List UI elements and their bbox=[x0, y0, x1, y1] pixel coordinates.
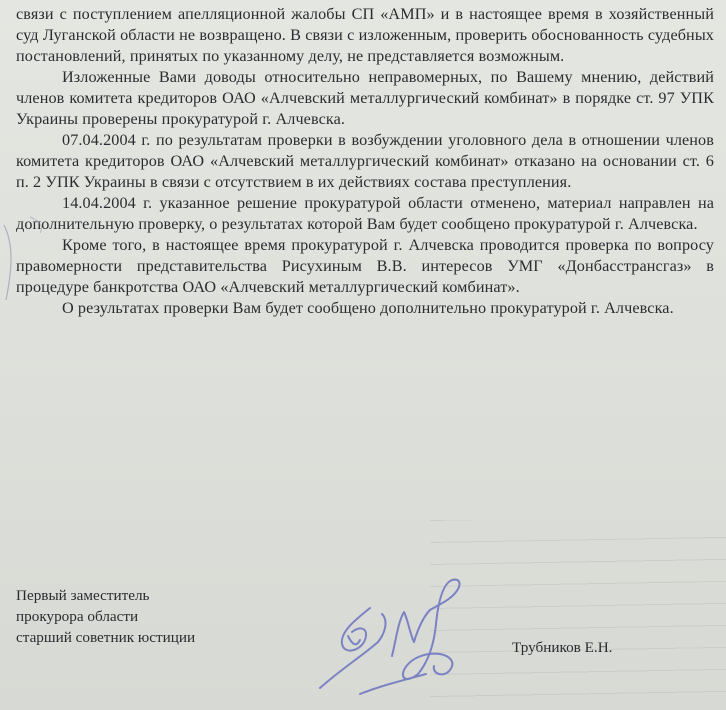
signatory-title-line-3: старший советник юстиции bbox=[16, 629, 196, 646]
signatory-name: Трубников Е.Н. bbox=[512, 639, 613, 656]
letter-body bbox=[16, 4, 714, 319]
signatory-title-line-2: прокурора области bbox=[16, 608, 139, 625]
signatory-title-line-1: Первый заместитель bbox=[16, 587, 150, 604]
paragraph-6: О результатах проверки Вам будет сообщено дополнительно прокуратурой г. Алчевска. bbox=[62, 299, 674, 317]
margin-pen-mark bbox=[0, 215, 60, 305]
handwritten-signature bbox=[300, 570, 490, 710]
signatory-title bbox=[16, 585, 195, 648]
paragraph-3: 07.04.2004 г. по результатам проверки в возбуждении уголовного дела в отношении членов комитета кредиторов ОАО «Алчевский металлургический комбинат» отказано на основании ст. 6 п. 2 УПК Украины в связи с отсутствием в их действиях состава преступления. bbox=[16, 131, 714, 191]
paragraph-1: связи с поступлением апелляционной жалобы СП «АМП» и в настоящее время в хозяйственный суд Луганской области не возвращено. В связи с изложенным, проверить обоснованность судебных постановлений, принятых по указанному делу, не представляется возможным. bbox=[16, 5, 714, 65]
paragraph-5: Кроме того, в настоящее время прокуратурой г. Алчевска проводится проверка по вопросу правомерности представительства Рисухиным В.В. интересов УМГ «Донбасстрансгаз» в процедуре банкротства ОАО «Алчевский металлургический комбинат». bbox=[16, 236, 714, 296]
paragraph-2: Изложенные Вами доводы относительно неправомерных, по Вашему мнению, действий членов комитета кредиторов ОАО «Алчевский металлургический комбинат» в порядке ст. 97 УПК Украины проверены прокуратурой г. Алчевска. bbox=[16, 68, 714, 128]
paragraph-4: 14.04.2004 г. указанное решение прокуратурой области отменено, материал направлен на дополнительную проверку, о результатах которой Вам будет сообщено прокуратурой г. Алчевска. bbox=[16, 194, 714, 233]
